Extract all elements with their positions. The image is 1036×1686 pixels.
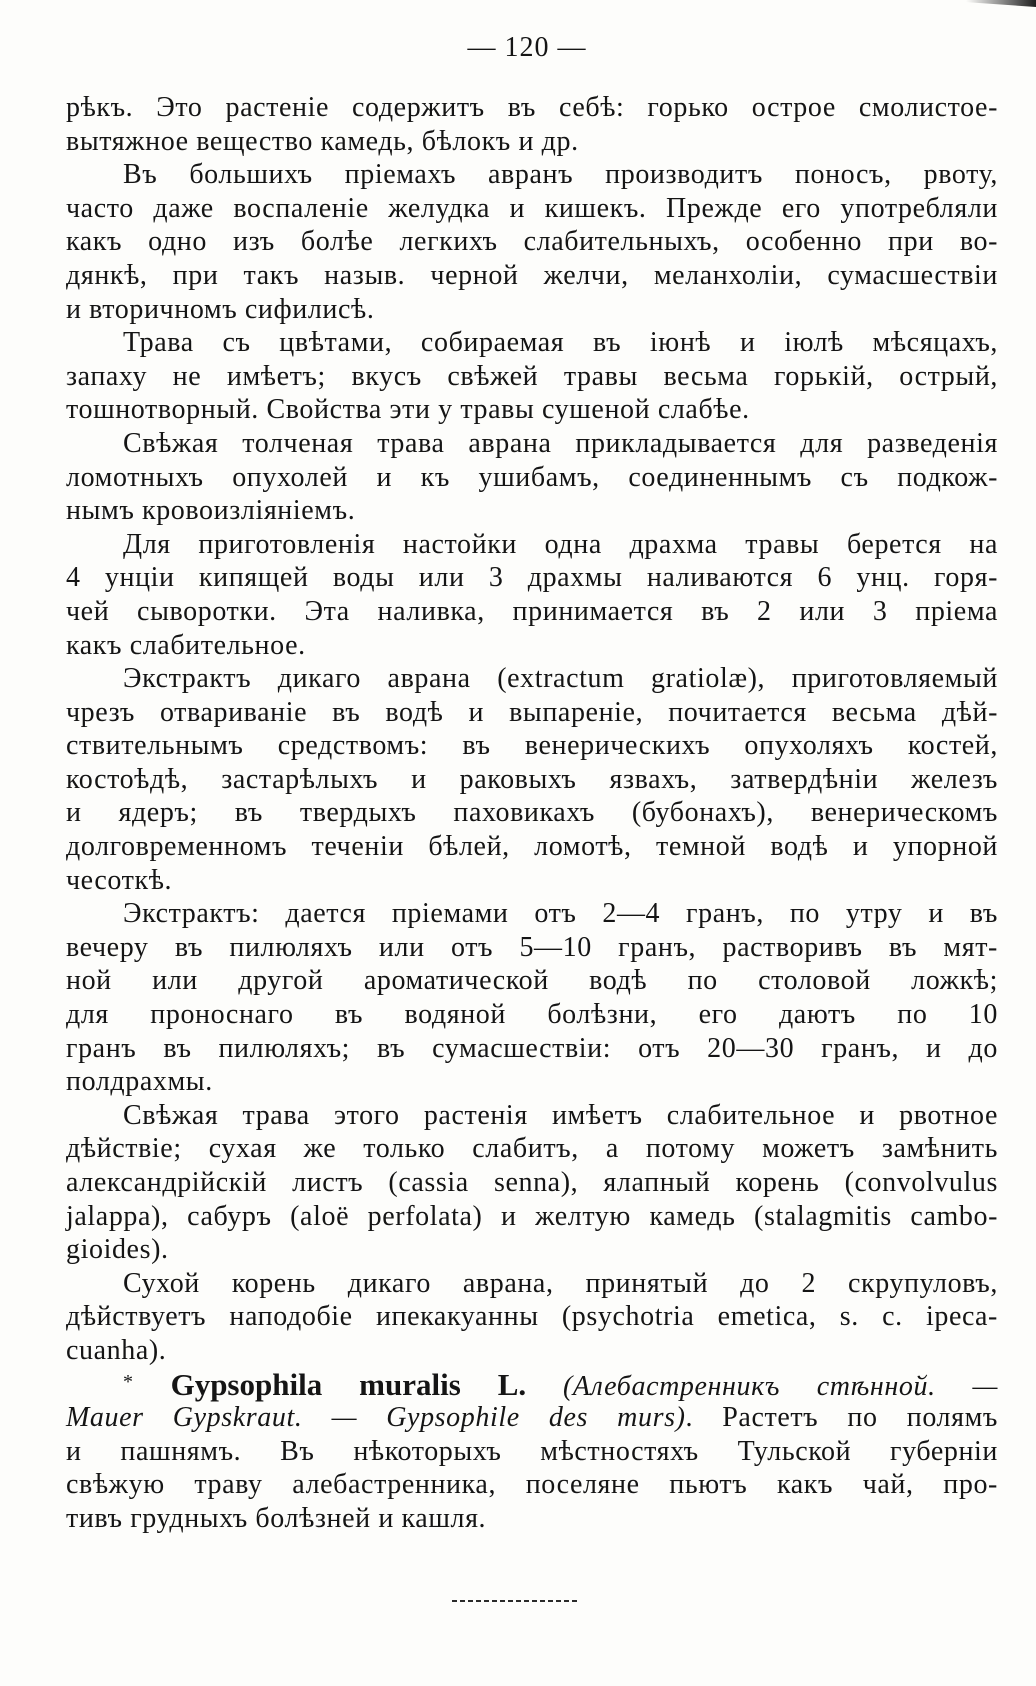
paragraph [66, 326, 998, 427]
text-line: и вторичномъ сифилисѣ. [66, 293, 375, 325]
text-line: какъ одно изъ болѣе легкихъ слабительныхъ, особенно при во- [66, 226, 998, 258]
text-line: Свѣжая толченая трава аврана прикладывается для разведенія [123, 427, 998, 459]
text-line: часто даже воспаленіе желудка и кишекъ. Прежде его употребляли [66, 192, 998, 224]
text-line: ломотныхъ опухолей и къ ушибамъ, соединеннымъ съ подкож- [66, 461, 998, 493]
text-line: запаху не имѣетъ; вкусъ свѣжей травы весьма горькій, острый, [66, 360, 998, 392]
text-line: долговременномъ теченіи бѣлей, ломотѣ, темной водѣ и упорной [66, 831, 998, 863]
text-line [66, 1401, 998, 1435]
text-line: свѣжую траву алебастренника, поселяне пьютъ какъ чай, про- [66, 1469, 998, 1501]
text-line: для проноснаго въ водяной болѣзни, его даютъ по 10 [66, 999, 998, 1031]
text-line: Свѣжая трава этого растенія имѣетъ слабительное и рвотное [123, 1099, 998, 1131]
paragraph [66, 528, 998, 662]
common-names: Mauer Gypskraut. — Gypsophile des murs) [66, 1402, 686, 1434]
page-number: — 120 — [467, 32, 587, 63]
text-line: вечеру въ пилюляхъ или отъ 5—10 гранъ, растворивъ въ мят- [66, 931, 998, 963]
text-line: александрійскій листъ (cassia senna), ялапный корень (convolvulus [66, 1167, 998, 1198]
text-span: . Растетъ по полямъ [685, 1402, 998, 1434]
text-line: Экстрактъ дикаго аврана (extractum gratiolæ), приготовляемый [123, 663, 998, 695]
paragraph [66, 1368, 998, 1536]
text-line: jalappa), сабуръ (aloë perfolata) и желтую камедь (stalagmitis cambo- [66, 1200, 998, 1232]
text-line: вытяжное вещество камедь, бѣлокъ и др. [66, 125, 579, 157]
text-line: рѣкъ. Это растеніе содержитъ въ себѣ: горько острое смолистое- [66, 92, 998, 123]
common-names: (Алебастренникъ стѣнной. — [526, 1370, 998, 1402]
text-line: тошнотворный. Свойства эти у травы сушеной слабѣе. [66, 394, 750, 426]
text-body [66, 91, 998, 1536]
text-line: полдрахмы. [66, 1066, 213, 1098]
text-line: дѣйствуетъ наподобіе ипекакуанны (psychotria emetica, s. c. ipeca- [66, 1301, 998, 1333]
paragraph [66, 91, 998, 158]
text-line: какъ слабительное. [66, 629, 306, 661]
text-line: тивъ грудныхъ болѣзней и кашля. [66, 1502, 487, 1534]
paragraph [66, 1099, 998, 1267]
text-line: чей сыворотки. Эта наливка, принимается въ 2 или 3 пріема [66, 595, 998, 627]
text-line: дѣйствіе; сухая же только слабитъ, а потому можетъ замѣнить [66, 1133, 998, 1165]
text-line: чрезъ отвариваніе въ водѣ и выпареніе, почитается весьма дѣй- [66, 696, 998, 728]
species-name: Gypsophila muralis L. [133, 1366, 527, 1402]
text-line: ной или другой ароматической водѣ по столовой ложкѣ; [66, 965, 998, 997]
text-line: нымъ кровоизліяніемъ. [66, 495, 356, 527]
text-line: дянкѣ, при такъ назыв. черной желчи, меланхоліи, сумасшествіи [66, 259, 998, 291]
paragraph [66, 662, 998, 897]
text-line: Трава съ цвѣтами, собираемая въ іюнѣ и іюлѣ мѣсяцахъ, [123, 327, 998, 359]
scan-edge-mark [966, 0, 1036, 7]
paragraph [66, 1267, 998, 1368]
text-line: Въ большихъ пріемахъ авранъ производитъ поносъ, рвоту, [123, 159, 998, 191]
text-line: и пашнямъ. Въ нѣкоторыхъ мѣстностяхъ Тульской губерніи [66, 1435, 998, 1467]
text-line: костоѣдѣ, застарѣлыхъ и раковыхъ язвахъ, затвердѣніи железъ [66, 763, 998, 795]
paragraph [66, 427, 998, 528]
text-line: Для приготовленія настойки одна драхма травы берется на [123, 528, 998, 560]
text-line: 4 унціи кипящей воды или 3 драхмы наливаются 6 унц. горя- [66, 562, 998, 594]
text-line [66, 1368, 998, 1402]
text-line: Сухой корень дикаго аврана, принятый до 2 скрупуловъ, [123, 1267, 998, 1299]
text-line: cuanha). [66, 1334, 167, 1366]
paragraph [66, 158, 998, 326]
text-line: и ядеръ; въ твердыхъ паховикахъ (бубонахъ), венерическомъ [66, 797, 998, 829]
text-line: чесоткѣ. [66, 864, 173, 896]
asterisk-mark: * [123, 1370, 134, 1393]
end-ornament-rule [452, 1600, 580, 1602]
paragraph [66, 897, 998, 1099]
text-line: gioides). [66, 1234, 169, 1266]
text-line: Экстрактъ: дается пріемами отъ 2—4 гранъ, по утру и въ [123, 898, 998, 930]
text-line: ствительнымъ средствомъ: въ венерическихъ опухоляхъ костей, [66, 730, 998, 762]
text-line: гранъ въ пилюляхъ; въ сумасшествіи: отъ 20—30 гранъ, и до [66, 1032, 998, 1064]
